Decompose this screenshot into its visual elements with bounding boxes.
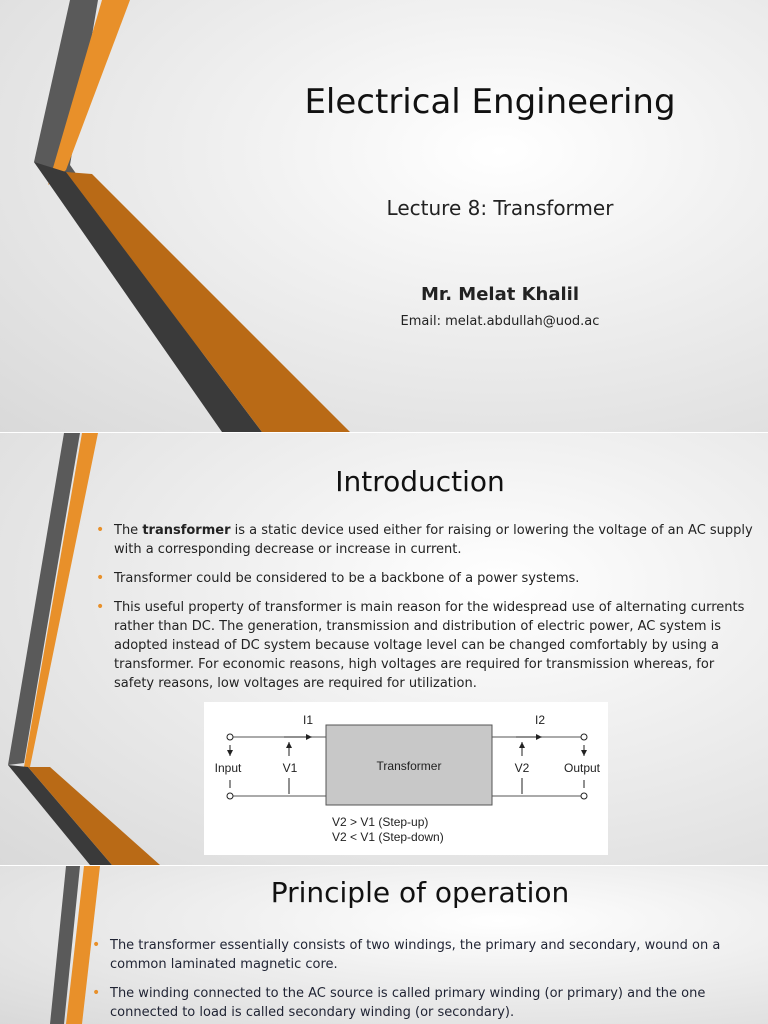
input-label: Input	[214, 761, 242, 775]
slide-subtitle: Lecture 8: Transformer	[386, 196, 614, 220]
output-label: Output	[563, 761, 601, 775]
i1-label: I1	[302, 713, 314, 727]
bullet-icon: •	[96, 599, 105, 615]
title-slide	[0, 0, 768, 432]
i2-label: I2	[534, 713, 546, 727]
decorative-stripes	[0, 0, 360, 432]
v1-label: V1	[282, 761, 298, 775]
list-item: • The winding connected to the AC source is called primary winding (or primary) and the one connected to load is called secondary winding (or secondary).	[92, 985, 706, 1020]
introduction-slide	[0, 433, 768, 865]
bullet-icon: •	[92, 937, 101, 953]
bullet-icon: •	[96, 570, 105, 586]
transformer-diagram	[204, 702, 608, 855]
list-item: • Transformer could be considered to be a backbone of a power systems.	[96, 570, 580, 586]
slide-title: Principle of operation	[270, 876, 570, 909]
slide-title: Electrical Engineering	[304, 82, 676, 122]
bullet-list	[90, 936, 750, 1024]
list-item: • This useful property of transformer is main reason for the widespread use of alternating currents rather than DC. The generation, transmission and distribution of electric power, AC system is adopted instead of DC system because voltage level can be changed comfortably by using a transformer. For economic reasons, high voltages are required for transmission whereas, for safety reasons, low voltages are required for utilization.	[96, 599, 745, 691]
principle-slide	[0, 866, 768, 1024]
list-item: • The transformer essentially consists of two windings, the primary and secondary, wound on a common laminated magnetic core.	[92, 937, 721, 972]
box-label: Transformer	[376, 759, 442, 773]
bullet-list	[94, 521, 754, 703]
slide-title: Introduction	[335, 465, 505, 498]
list-item: • The transformer is a static device used either for raising or lowering the voltage of an AC supply with a corresponding decrease or increase in current.	[96, 522, 753, 557]
step-down-relation: V2 < V1 (Step-down)	[332, 830, 444, 844]
step-up-relation: V2 > V1 (Step-up)	[332, 815, 429, 829]
author-name: Mr. Melat Khalil	[420, 284, 580, 305]
bullet-icon: •	[92, 985, 101, 1001]
bullet-icon: •	[96, 522, 105, 538]
author-email: Email: melat.abdullah@uod.ac	[400, 314, 600, 329]
v2-label: V2	[514, 761, 530, 775]
